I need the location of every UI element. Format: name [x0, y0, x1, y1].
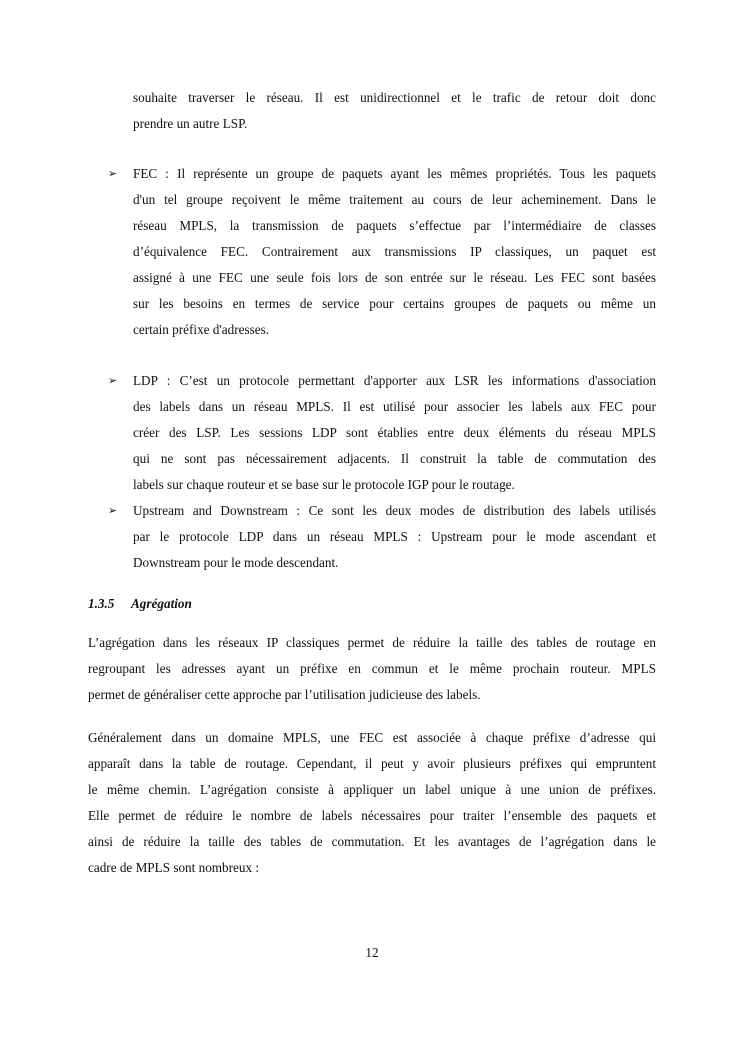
text-line: souhaite traverser le réseau. Il est unidirectionnel et le trafic de retour doit donc [133, 90, 656, 105]
text-line: d’équivalence FEC. Contrairement aux transmissions IP classiques, un paquet est [133, 244, 656, 259]
text-line: cadre de MPLS sont nombreux : [88, 860, 260, 875]
text-line: LDP : C’est un protocole permettant d'apporter aux LSR les informations d'association [133, 373, 656, 388]
text-line: prendre un autre LSP. [133, 116, 248, 131]
text-line: le même chemin. L’agrégation consiste à appliquer un label unique à une union de préfixes. [88, 782, 656, 797]
section-title: Agrégation [131, 596, 192, 611]
text-line: ainsi de réduire la taille des tables de commutation. Et les avantages de l’agrégation dans le [88, 834, 656, 849]
section-number: 1.3.5 [88, 596, 115, 611]
bullet-arrow-icon: ➢ [108, 375, 118, 387]
text-line: certain préfixe d'adresses. [133, 322, 270, 337]
text-line: Généralement dans un domaine MPLS, une FEC est associée à chaque préfixe d’adresse qui [88, 730, 656, 745]
text-line: permet de généraliser cette approche par l’utilisation judicieuse des labels. [88, 687, 481, 702]
text-line: d'un tel groupe reçoivent le même traitement au cours de leur acheminement. Dans le [133, 192, 656, 207]
text-line: sur les besoins en termes de service pour certains groupes de paquets ou même un [133, 296, 656, 311]
text-line: apparaît dans la table de routage. Cependant, il peut y avoir plusieurs préfixes qui empruntent [88, 756, 656, 771]
text-line: créer des LSP. Les sessions LDP sont établies entre deux éléments du réseau MPLS [133, 425, 656, 440]
text-line: L’agrégation dans les réseaux IP classiques permet de réduire la taille des tables de routage en [88, 635, 656, 650]
page-number: 12 [365, 945, 379, 960]
text-line: Upstream and Downstream : Ce sont les deux modes de distribution des labels utilisés [133, 503, 656, 518]
text-line: regroupant les adresses ayant un préfixe en commun et le même prochain routeur. MPLS [88, 661, 656, 676]
bullet-arrow-icon: ➢ [108, 168, 118, 180]
text-line: Elle permet de réduire le nombre de labels nécessaires pour traiter l’ensemble des paquets et [88, 808, 656, 823]
text-line: qui ne sont pas nécessairement adjacents. Il construit la table de commutation des [133, 451, 656, 466]
text-line: assigné à une FEC une seule fois lors de son entrée sur le réseau. Les FEC sont basées [133, 270, 656, 285]
bullet-arrow-icon: ➢ [108, 505, 118, 517]
section-heading [88, 591, 192, 617]
text-line: réseau MPLS, la transmission de paquets s’effectue par l’intermédiaire de classes [133, 218, 656, 233]
text-line: Downstream pour le mode descendant. [133, 555, 339, 570]
text-line: labels sur chaque routeur et se base sur le protocole IGP pour le routage. [133, 477, 515, 492]
text-line: FEC : Il représente un groupe de paquets ayant les mêmes propriétés. Tous les paquets [133, 166, 656, 181]
text-line: par le protocole LDP dans un réseau MPLS : Upstream pour le mode ascendant et [133, 529, 656, 544]
text-line: des labels dans un réseau MPLS. Il est utilisé pour associer les labels aux FEC pour [133, 399, 656, 414]
